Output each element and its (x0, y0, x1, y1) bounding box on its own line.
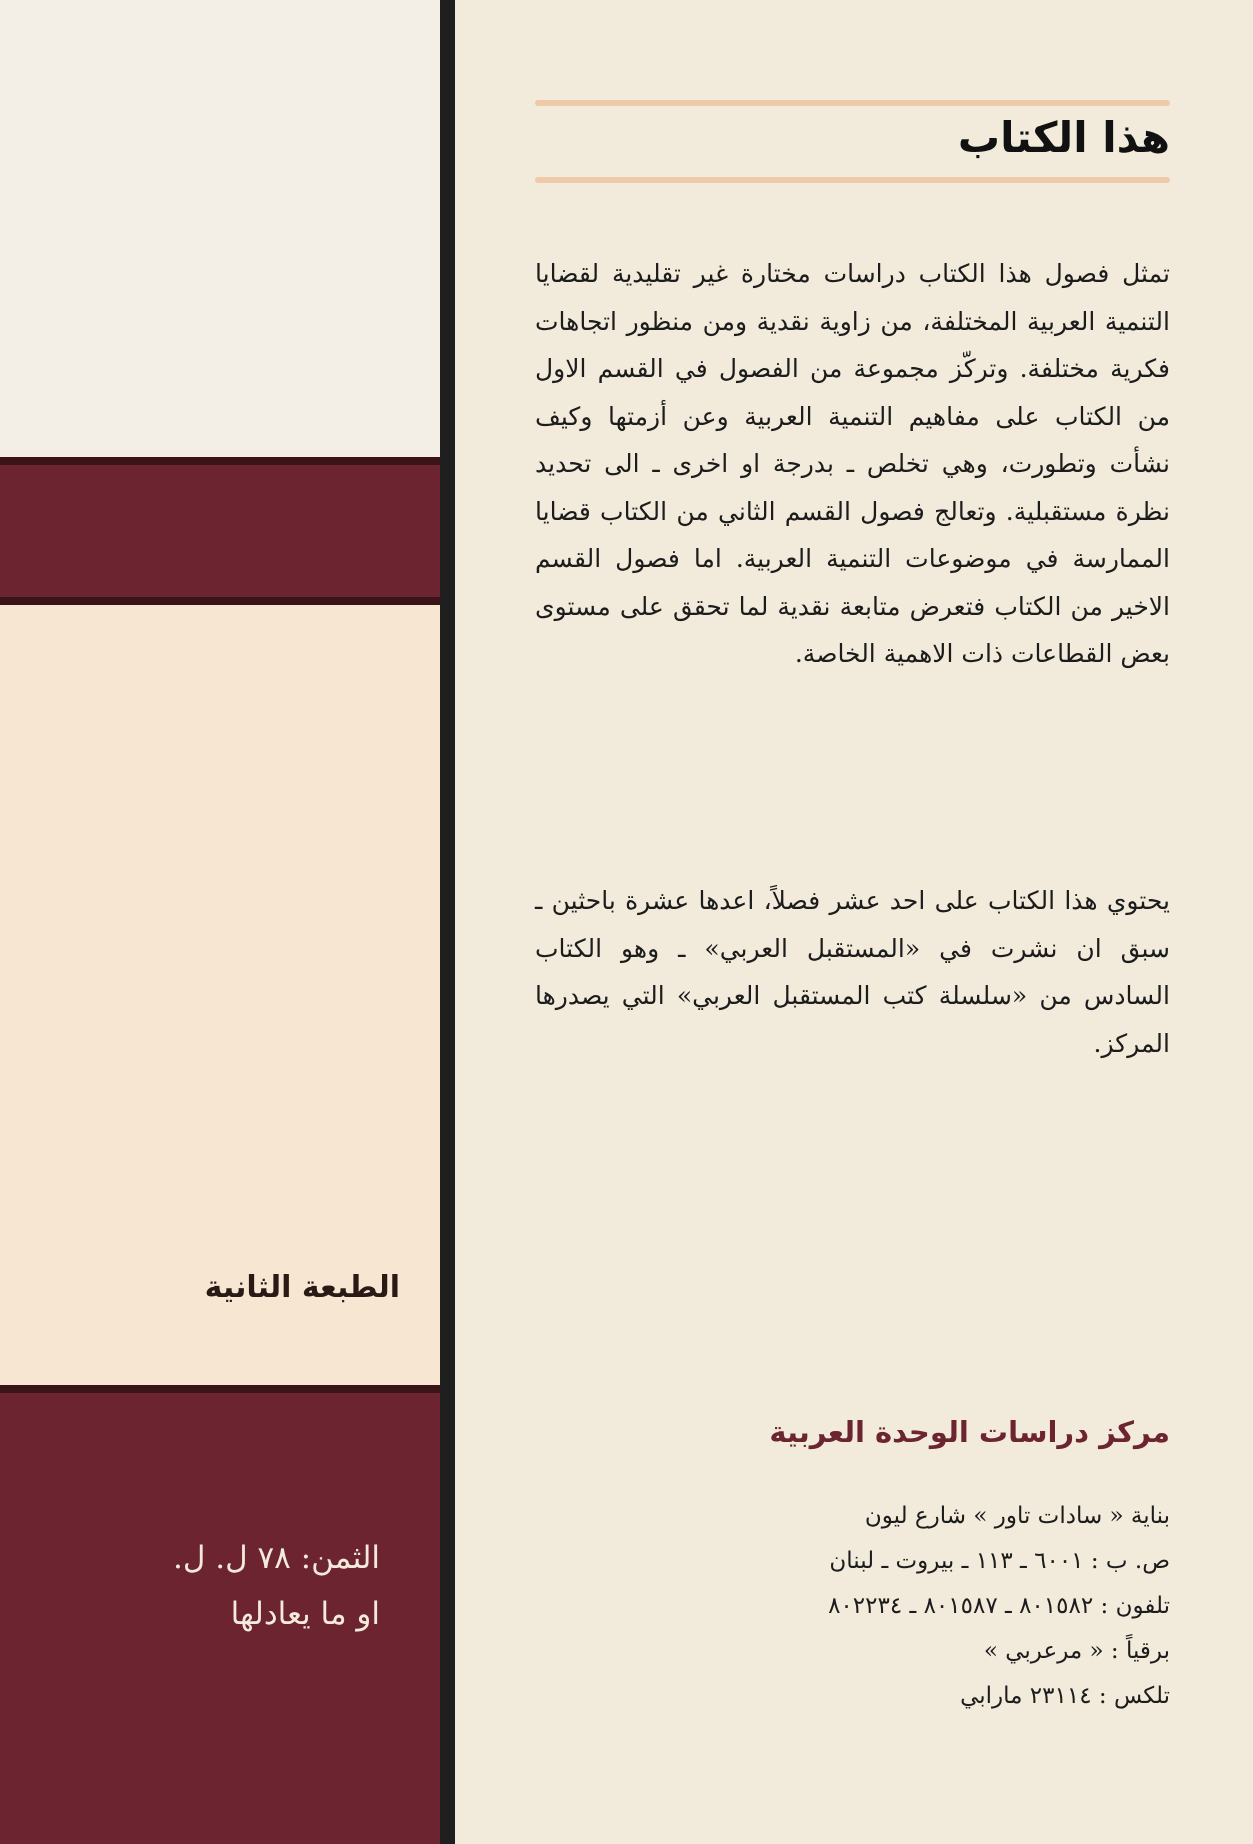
vertical-divider-bar (440, 0, 455, 1844)
description-paragraph-1: تمثل فصول هذا الكتاب دراسات مختارة غير تقليدية لقضايا التنمية العربية المختلفة، من زاوية نقدية ومن منظور اتجاهات فكرية مختلفة. وتركّز مجموعة من الفصول في القسم الاول من الكتاب على مفاهيم التنمية العربية وعن أزمتها وكيف نشأت وتطورت، وهي تخلص ـ بدرجة او اخرى ـ الى تحديد نظرة مستقبلية. وتعالج فصول القسم الثاني من الكتاب قضايا الممارسة في موضوعات التنمية العربية. اما فصول القسم الاخير من الكتاب فتعرض متابعة نقدية لما تحقق على مستوى بعض القطاعات ذات الاهمية الخاصة. (535, 259, 1170, 668)
address-line: برقياً : « مرعربي » (983, 1638, 1170, 1664)
maroon-band-top (0, 457, 440, 605)
price-equivalent: او ما يعادلها (230, 1596, 380, 1632)
peach-band (0, 605, 440, 1385)
title-rule-bottom (535, 177, 1170, 183)
price-block (40, 1530, 380, 1642)
title-rule-top (535, 100, 1170, 106)
address-line: تلفون : ٨٠١٥٨٢ ـ ٨٠١٥٨٧ ـ ٨٠٢٢٣٤ (828, 1593, 1170, 1619)
cream-band (0, 0, 440, 457)
address-line: بناية « سادات تاور » شارع ليون (864, 1503, 1170, 1529)
book-title: هذا الكتاب (957, 113, 1170, 162)
address-line: تلكس : ٢٣١١٤ مارابي (960, 1683, 1170, 1709)
address-line: ص. ب : ٦٠٠١ ـ ١١٣ ـ بيروت ـ لبنان (829, 1548, 1170, 1574)
price-line: الثمن: ٧٨ ل. ل. (172, 1540, 380, 1576)
description-paragraph-2: يحتوي هذا الكتاب على احد عشر فصلاً، اعدها عشرة باحثين ـ سبق ان نشرت في «المستقبل العربي» ـ وهو الكتاب السادس من «سلسلة كتب المستقبل العربي» التي يصدرها المركز. (535, 886, 1170, 1058)
publisher-address (535, 1494, 1170, 1719)
left-color-panel (0, 0, 440, 1844)
publisher-name: مركز دراسات الوحدة العربية (769, 1415, 1170, 1449)
edition-label: الطبعة الثانية (204, 1270, 400, 1305)
